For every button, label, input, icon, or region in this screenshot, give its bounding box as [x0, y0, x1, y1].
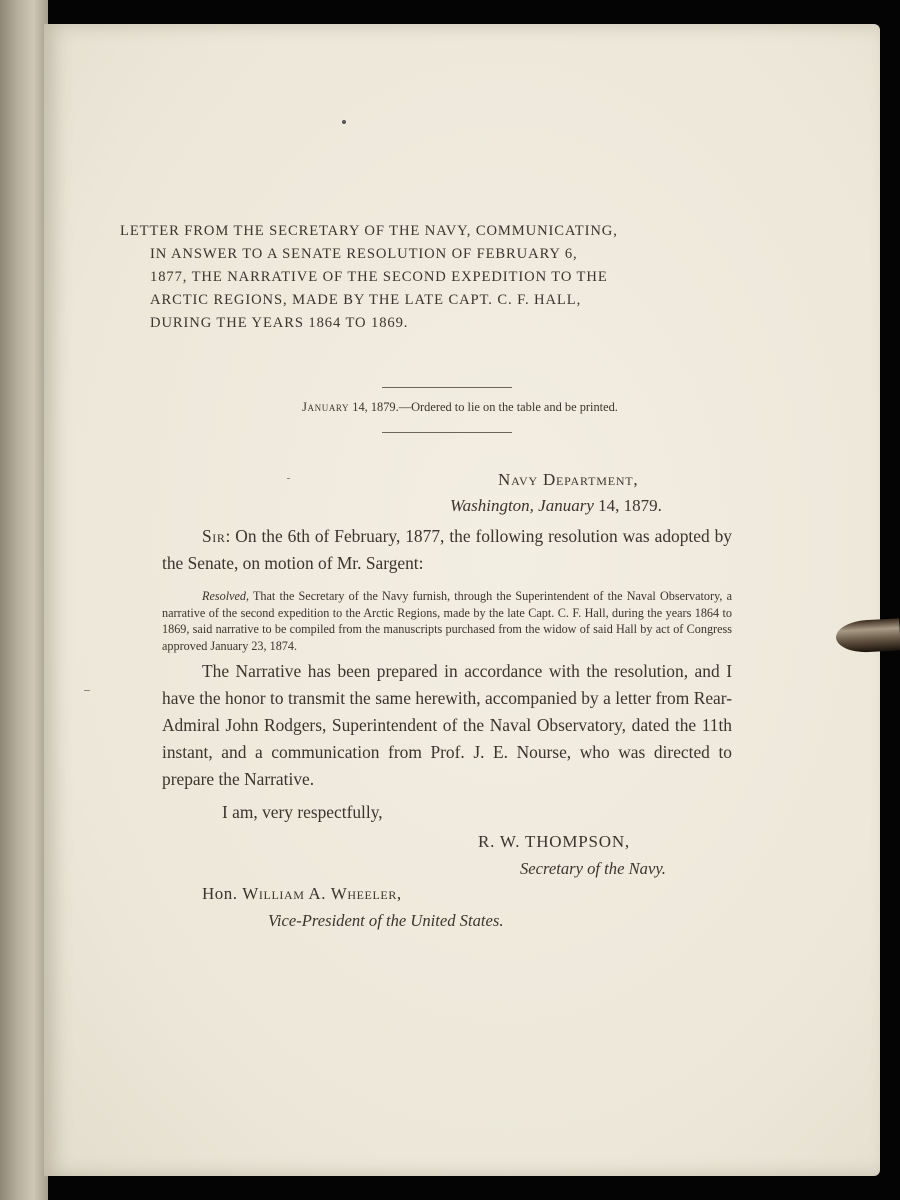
order-month: January [302, 400, 350, 414]
paper-speck [342, 120, 346, 124]
document-title [120, 220, 740, 335]
place-date-line [450, 496, 662, 516]
addressee-prefix: Hon. [202, 884, 238, 903]
paragraph-1-text: : On the 6th of February, 1877, the following resolution was adopted by the Senate, on motion of Mr. Sargent: [162, 526, 732, 573]
place-date-number: 14, 1879. [598, 496, 662, 515]
paragraph-2 [162, 658, 732, 793]
order-text: 14, 1879.—Ordered to lie on the table and be printed. [352, 400, 618, 414]
paragraph-1 [162, 523, 732, 577]
place-date: Washington, January [450, 496, 594, 515]
addressee-name [202, 884, 402, 904]
resolution-lead: Resolved, [202, 589, 250, 603]
signer-title: Secretary of the Navy. [520, 859, 666, 878]
signer-name: R. W. THOMPSON, [478, 832, 630, 851]
salutation: Sir [202, 526, 226, 546]
paragraph-2-text: The Narrative has been prepared in accordance with the resolution, and I have the honor to transmit the same herewith, accompanied by a letter from Rear-Admiral John Rodgers, Superintendent of the Naval Observatory, dated the 11th instant, and a communication from Prof. J. E. Nourse, who was directed to prepare the Narrative. [162, 661, 732, 789]
title-line: LETTER FROM THE SECRETARY OF THE NAVY, COMMUNICATING, [120, 223, 618, 239]
addressee-full-name: William A. Wheeler, [242, 884, 402, 903]
title-line: ARCTIC REGIONS, MADE BY THE LATE CAPT. C. F. HALL, [150, 292, 582, 308]
print-order [220, 400, 700, 415]
divider-rule [382, 432, 512, 433]
resolution-text: That the Secretary of the Navy furnish, through the Superintendent of the Naval Observatory, a narrative of the second expedition to the Arctic Regions, made by the late Capt. C. F. Hall, during the years 1864 to 1869, said narrative to be compiled from the manuscripts purchased from the widow of said Hall by act of Congress approved January 23, 1874. [162, 589, 732, 653]
title-line: 1877, THE NARRATIVE OF THE SECOND EXPEDITION TO THE [150, 269, 608, 285]
closing-line: I am, very respectfully, [222, 802, 383, 822]
department-heading: Navy Department, [498, 470, 639, 489]
title-line: IN ANSWER TO A SENATE RESOLUTION OF FEBRUARY 6, [150, 246, 578, 262]
divider-rule [382, 387, 512, 388]
addressee-title: Vice-President of the United States. [268, 911, 504, 930]
paper-mark [84, 690, 90, 691]
previous-page-edge [0, 0, 48, 1200]
title-line: DURING THE YEARS 1864 TO 1869. [150, 315, 409, 331]
resolution-quote [162, 588, 732, 654]
paper-mark [287, 478, 290, 479]
